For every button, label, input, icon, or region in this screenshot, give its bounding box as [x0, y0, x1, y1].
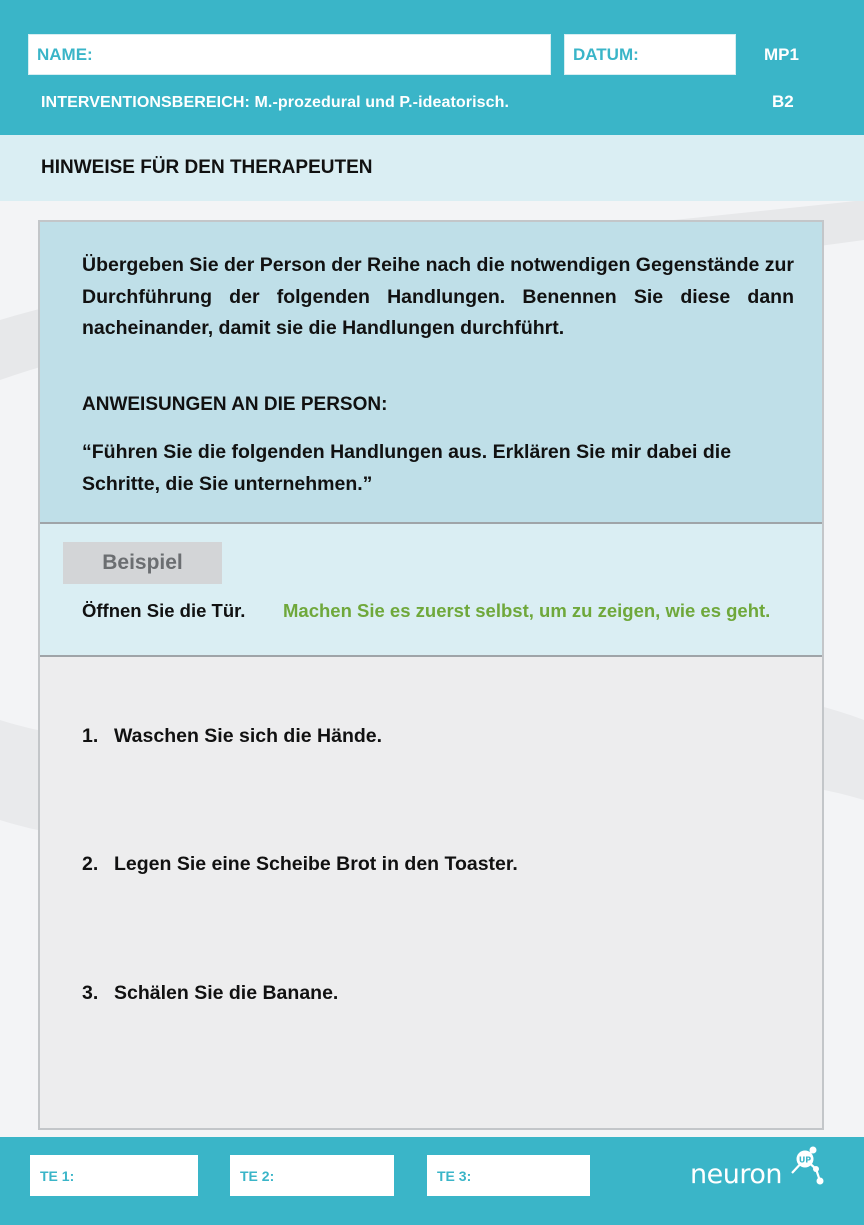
logo-molecule-icon: [688, 1143, 828, 1201]
task-number: 2.: [82, 853, 99, 875]
te1-label: TE 1:: [40, 1167, 75, 1184]
task-item: [82, 982, 338, 1005]
intervention-area: INTERVENTIONSBEREICH: M.-prozedural und P.-ideatorisch.: [41, 94, 510, 111]
hint-title: HINWEISE FÜR DEN THERAPEUTEN: [41, 157, 373, 178]
task-text: Schälen Sie die Banane.: [114, 982, 339, 1004]
neuronup-logo: [688, 1143, 828, 1201]
name-field[interactable]: [28, 34, 551, 75]
task-number: 1.: [82, 725, 99, 747]
task-text: Waschen Sie sich die Hände.: [114, 725, 383, 747]
level-code: B2: [772, 92, 794, 111]
te1-field[interactable]: [30, 1155, 198, 1196]
example-hint: Machen Sie es zuerst selbst, um zu zeigen, wie es geht.: [283, 600, 771, 621]
instructions-heading: ANWEISUNGEN AN DIE PERSON:: [82, 394, 388, 415]
te2-label: TE 2:: [240, 1167, 275, 1184]
date-label: DATUM:: [573, 44, 639, 64]
instructions-quote: “Führen Sie die folgenden Handlungen aus. Erklären Sie mir dabei die Schritte, die Sie unternehmen.”: [82, 441, 732, 495]
task-number: 3.: [82, 982, 99, 1004]
instructions-panel: [40, 222, 822, 524]
example-panel: [40, 524, 822, 657]
example-task: Öffnen Sie die Tür.: [82, 600, 246, 621]
task-list: [40, 657, 822, 1128]
task-item: [82, 853, 518, 876]
te2-field[interactable]: [230, 1155, 394, 1196]
example-label: Beispiel: [63, 542, 222, 584]
date-field[interactable]: [564, 34, 736, 75]
instructions-text: Übergeben Sie der Person der Reihe nach die notwendigen Gegenstände zur Durchführung der folgenden Handlungen. Benennen Sie diese dann nacheinander, damit sie die Handlungen durchführt.: [82, 254, 794, 339]
worksheet-code: MP1: [764, 45, 799, 64]
exercise-card: [38, 220, 824, 1130]
name-label: NAME:: [37, 44, 93, 64]
task-text: Legen Sie eine Scheibe Brot in den Toaster.: [114, 853, 518, 875]
logo-wordmark: neuron: [690, 1159, 782, 1190]
te3-field[interactable]: [427, 1155, 590, 1196]
te3-label: TE 3:: [437, 1167, 472, 1184]
task-item: [82, 725, 382, 748]
logo-badge: UP: [798, 1155, 812, 1165]
